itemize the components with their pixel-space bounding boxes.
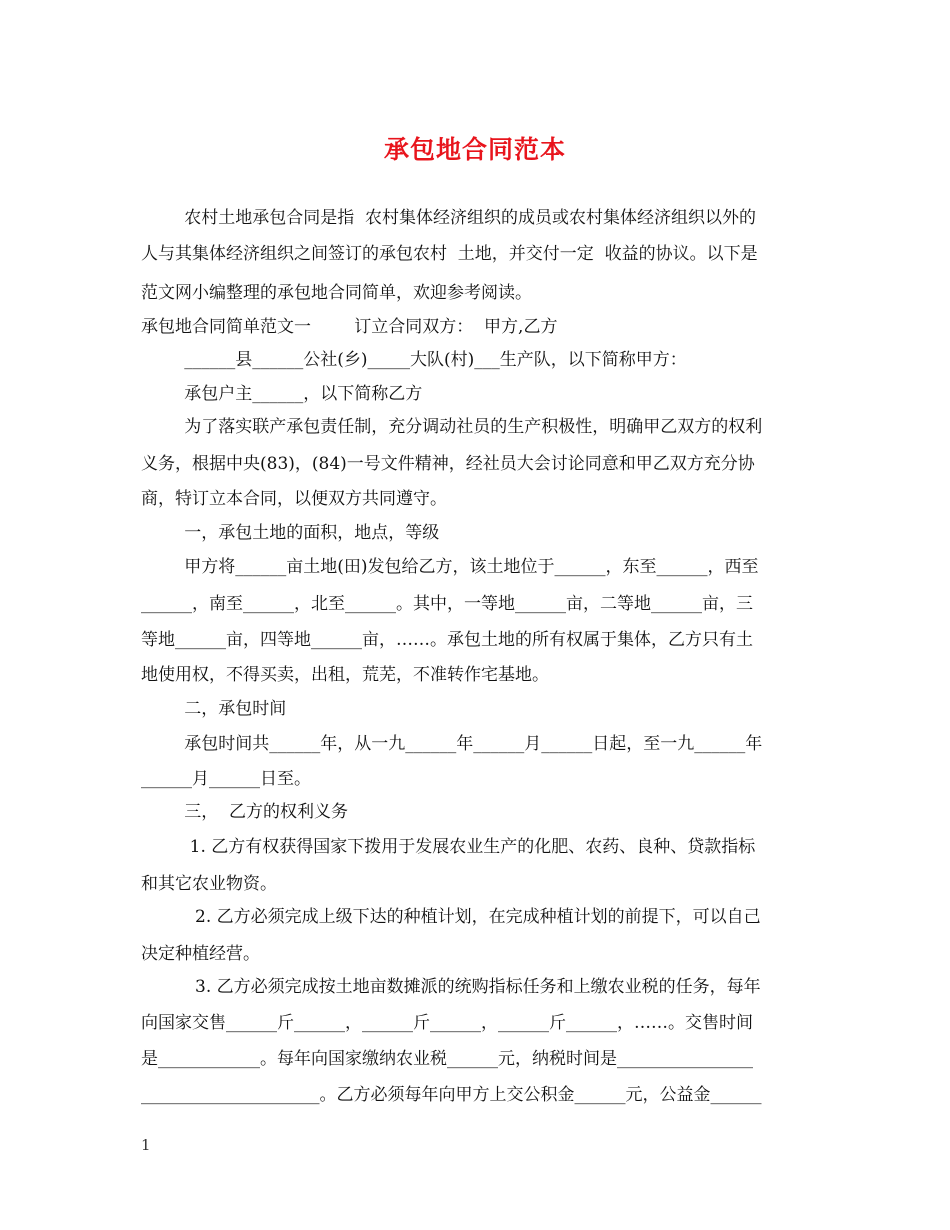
body-line: 范文网小编整理的承包地合同简单，欢迎参考阅读。 (141, 283, 532, 303)
body-line: 甲方将______亩土地(田)发包给乙方，该土地位于______，东至______，西至 (141, 557, 759, 577)
section-heading: 一，承包土地的面积，地点，等级 (141, 523, 440, 543)
body-line: 和其它农业物资。 (141, 874, 277, 894)
body-line: 向国家交售______斤______，______斤______，______斤______，……。交售时间 (141, 1013, 753, 1033)
body-line: 2. 乙方必须完成上级下达的种植计划，在完成种植计划的前提下，可以自己 (141, 907, 761, 927)
body-line: 义务，根据中央(83)，(84)一号文件精神，经社员大会讨论同意和甲乙双方充分协 (141, 454, 755, 474)
body-line: 3. 乙方必须完成按土地亩数摊派的统购指标任务和上缴农业税的任务，每年 (141, 977, 761, 997)
body-line: 1. 乙方有权获得国家下拨用于发展农业生产的化肥、农药、良种、贷款指标 (141, 837, 756, 857)
body-line: ______县______公社(乡)_____大队(村)___生产队，以下简称甲方： (141, 350, 687, 370)
body-line: 商，特订立本合同，以便双方共同遵守。 (141, 489, 447, 509)
body-line: 承包户主______，以下简称乙方 (141, 384, 423, 404)
body-line: 决定种植经营。 (141, 944, 260, 964)
body-line: _____________________。乙方必须每年向甲方上交公积金______元，公益金______ (141, 1085, 762, 1105)
body-line: 承包时间共______年，从一九______年______月______日起，至一九______年 (141, 734, 763, 754)
body-line: 是____________。每年向国家缴纳农业税______元，纳税时间是________________ (141, 1049, 753, 1069)
body-line: 地使用权，不得买卖，出租，荒芜，不准转作宅基地。 (141, 665, 549, 685)
section-heading: 二，承包时间 (141, 699, 287, 719)
document-title: 承包地合同范本 (383, 135, 566, 164)
body-line: 人与其集体经济组织之间签订的承包农村 土地，并交付一定 收益的协议。以下是 (141, 244, 758, 264)
body-line: ______月______日至。 (141, 769, 311, 789)
body-line: 农村土地承包合同是指 农村集体经济组织的成员或农村集体经济组织以外的 (141, 208, 757, 228)
page-number: 1 (141, 1136, 151, 1154)
body-line: 等地______亩，四等地______亩，……。承包土地的所有权属于集体，乙方只有土 (141, 630, 753, 650)
body-line: 承包地合同简单范文一 订立合同双方： 甲方,乙方 (141, 317, 558, 337)
section-heading: 三， 乙方的权利义务 (141, 802, 349, 822)
body-line: ______，南至______，北至______。其中，一等地______亩，二等地______亩，三 (141, 594, 753, 614)
body-line: 为了落实联产承包责任制，充分调动社员的生产积极性，明确甲乙双方的权利 (141, 417, 763, 437)
